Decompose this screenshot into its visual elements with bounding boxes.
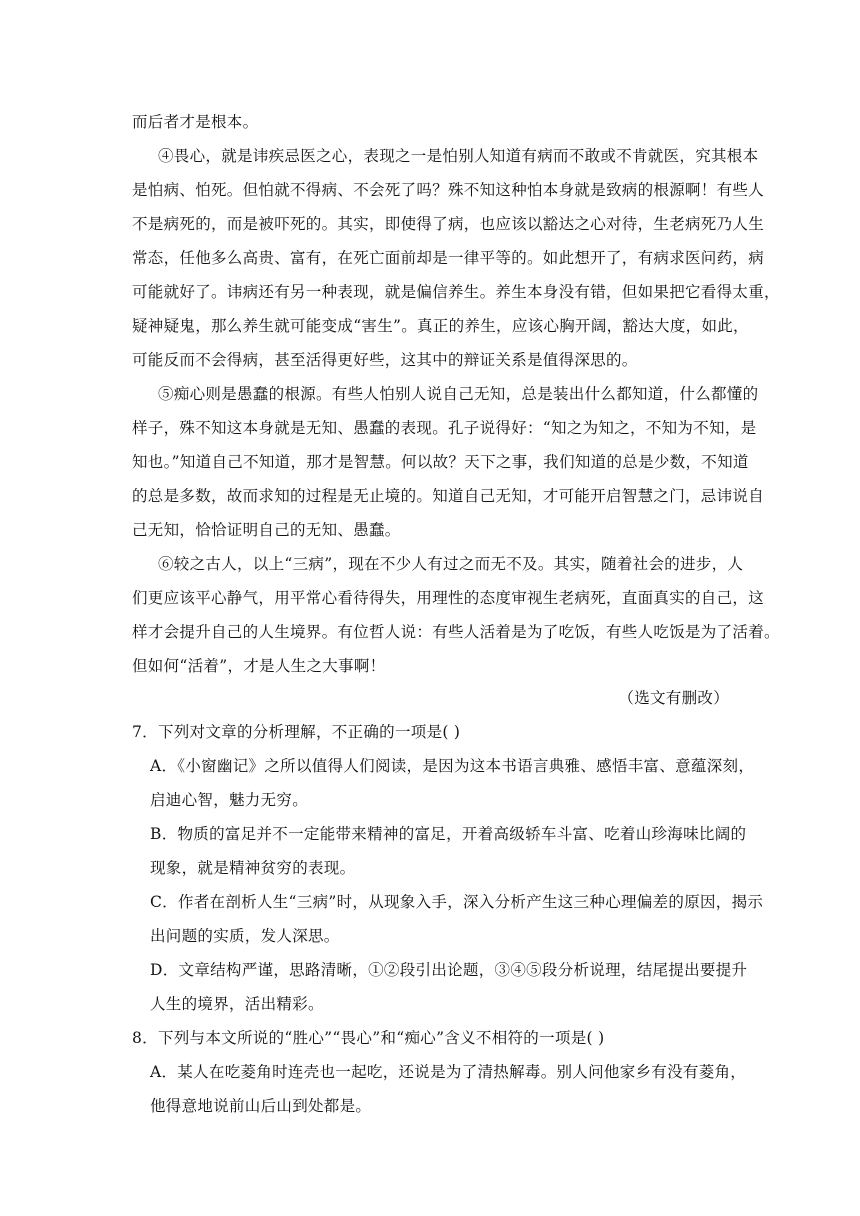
question-7-stem: 7．下列对文章的分析理解，不正确的一项是( ) xyxy=(132,723,461,741)
question-7-option-b-cont: 现象，就是精神贫穷的表现。 xyxy=(150,859,356,877)
text-line: ⑤痴心则是愚蠢的根源。有些人怕别人说自己无知，总是装出什么都知道，什么都懂的 xyxy=(158,385,759,403)
question-7-option-b: B．物质的富足并不一定能带来精神的富足，开着高级轿车斗富、吃着山珍海味比阔的 xyxy=(150,825,747,843)
question-7-option-a-cont: 启迪心智，魅力无穷。 xyxy=(150,791,309,809)
question-8-stem: 8．下列与本文所说的“胜心”“畏心”和“痴心”含义不相符的一项是( ) xyxy=(132,1029,605,1047)
source-note: （选文有删改） xyxy=(618,689,729,707)
text-line: 样才会提升自己的人生境界。有位哲人说：有些人活着是为了吃饭，有些人吃饭是为了活着。 xyxy=(132,623,780,641)
text-line: 的总是多数，故而求知的过程是无止境的。知道自己无知，才可能开启智慧之门，忌讳说自 xyxy=(132,487,765,505)
text-line: 但如何“活着”，才是人生之大事啊！ xyxy=(132,657,386,675)
text-line: 疑神疑鬼，那么养生就可能变成“害生”。真正的养生，应该心胸开阔，豁达大度，如此， xyxy=(132,317,749,335)
text-line: 知也。”知道自己不知道，那才是智慧。何以故？天下之事，我们知道的总是少数，不知道 xyxy=(132,453,749,471)
text-line: ④畏心，就是讳疾忌医之心，表现之一是怕别人知道有病而不敢或不肯就医，究其根本 xyxy=(158,147,759,165)
question-7-option-d: D．文章结构严谨，思路清晰，①②段引出论题，③④⑤段分析说理，结尾提出要提升 xyxy=(150,961,748,979)
question-7-option-d-cont: 人生的境界，活出精彩。 xyxy=(150,995,324,1013)
question-7-option-c-cont: 出问题的实质，发人深思。 xyxy=(150,927,340,945)
question-8-option-a: A．某人在吃菱角时连壳也一起吃，还说是为了清热解毒。别人问他家乡有没有菱角， xyxy=(150,1063,747,1081)
text-line: ⑥较之古人，以上“三病”，现在不少人有过之而无不及。其实，随着社会的进步，人 xyxy=(158,555,744,573)
question-8-option-a-cont: 他得意地说前山后山到处都是。 xyxy=(150,1097,372,1115)
text-line: 是怕病、怕死。但怕就不得病、不会死了吗？殊不知这种怕本身就是致病的根源啊！有些人 xyxy=(132,181,765,199)
text-line: 可能就好了。讳病还有另一种表现，就是偏信养生。养生本身没有错，但如果把它看得太重， xyxy=(132,283,780,301)
text-line: 样子，殊不知这本身就是无知、愚蠢的表现。孔子说得好：“知之为知之，不知为不知，是 xyxy=(132,419,757,437)
text-line: 们更应该平心静气，用平常心看待得失，用理性的态度审视生老病死，直面真实的自己，这 xyxy=(132,589,765,607)
question-7-option-c: C．作者在剖析人生“三病”时，从现象入手，深入分析产生这三种心理偏差的原因，揭示 xyxy=(150,893,764,911)
text-line: 可能反而不会得病，甚至活得更好些，这其中的辩证关系是值得深思的。 xyxy=(132,351,638,369)
question-7-option-a: A．《小窗幽记》之所以值得人们阅读，是因为这本书语言典雅、感悟丰富、意蕴深刻， xyxy=(150,757,755,775)
text-line: 己无知，恰恰证明自己的无知、愚蠢。 xyxy=(132,521,401,539)
text-line: 常态，任他多么高贵、富有，在死亡面前却是一律平等的。如此想开了，有病求医问药，病 xyxy=(132,249,765,267)
text-line: 不是病死的，而是被吓死的。其实，即使得了病，也应该以豁达之心对待，生老病死乃人生 xyxy=(132,215,765,233)
text-line: 而后者才是根本。 xyxy=(132,113,259,131)
